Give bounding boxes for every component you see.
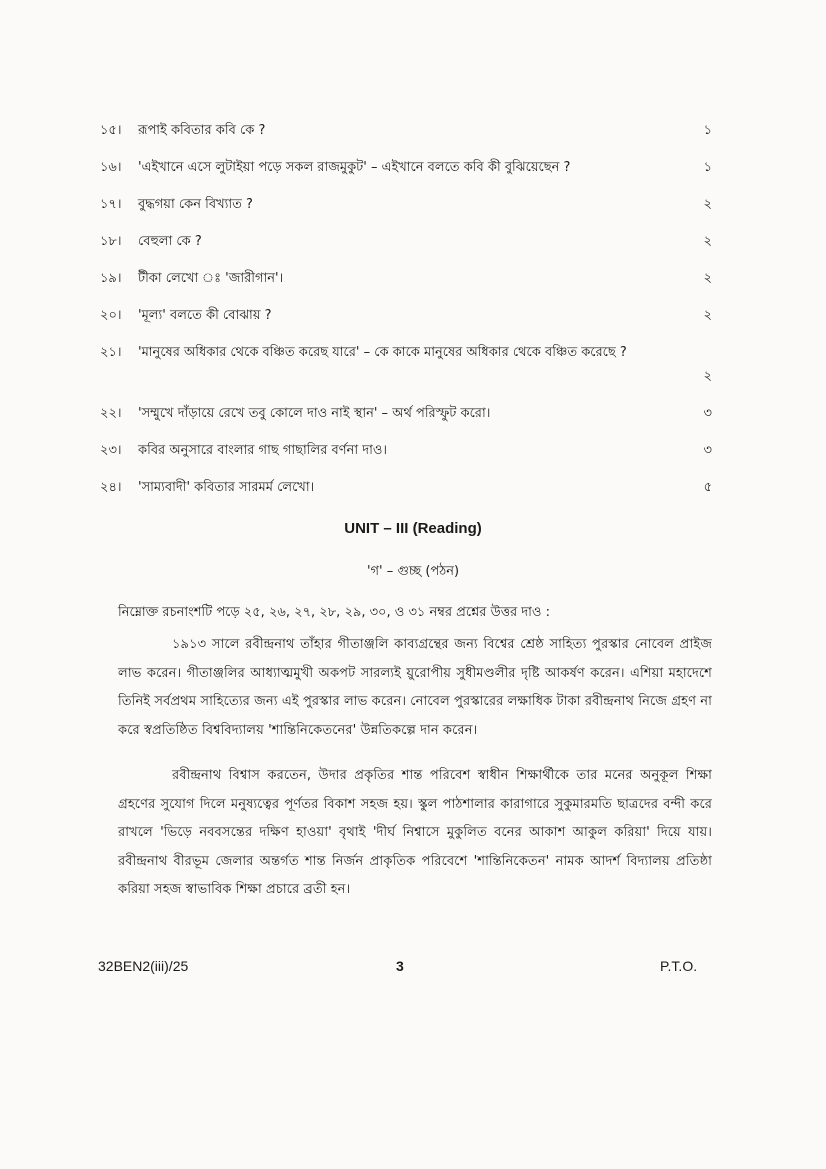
question-number: ১৫। (100, 123, 122, 138)
question-item (100, 196, 712, 214)
question-number: ২৩। (100, 443, 122, 458)
question-text: 'সম্মুখে দাঁড়ায়ে রেখে তবু কোলে দাও নাই স্থান' – অর্থ পরিস্ফুট করো। (138, 406, 491, 421)
question-item (100, 270, 712, 288)
question-marks: ২ (703, 308, 712, 323)
question-number: ১৬। (100, 160, 122, 175)
question-text: 'মানুষের অধিকার থেকে বঞ্চিত করেছ যারে' – কে কাকে মানুষের অধিকার থেকে বঞ্চিত করেছে ? (138, 345, 627, 360)
question-marks: ২ (703, 271, 712, 286)
question-text: কবির অনুসারে বাংলার গাছ গাছালির বর্ণনা দাও। (138, 443, 388, 458)
question-text: 'সাম্যবাদী' কবিতার সারমর্ম লেখো। (138, 480, 315, 495)
question-text: বেহুলা কে ? (138, 234, 202, 249)
please-turn-over: P.T.O. (660, 958, 698, 974)
page-number: 3 (396, 958, 404, 974)
question-list (100, 122, 712, 516)
question-text: রূপাই কবিতার কবি কে ? (138, 123, 266, 138)
question-item (100, 307, 712, 325)
passage-paragraph (118, 762, 712, 905)
passage-text: রবীন্দ্রনাথ বিশ্বাস করতেন, উদার প্রকৃতির শান্ত পরিবেশ স্বাধীন শিক্ষার্থীকে তার মনের অনুকূল শিক্ষা গ্রহণের সুযোগ দিলে মনুষ্যত্বের পূর্ণতর বিকাশ সহজ হয়। স্কুল পাঠশালার কারাগারে সুকুমারমতি ছাত্রদের বন্দী করে রাখলে 'ভিড়ে নববসন্তের দক্ষিণ হাওয়া' বৃথাই 'দীর্ঘ নিশ্বাসে মুকুলিত বনের আকাশ আকুল করিয়া' দিয়ে যায়। রবীন্দ্রনাথ বীরভূম জেলার অন্তর্গত শান্ত নির্জন প্রাকৃতিক পরিবেশে 'শান্তিনিকেতন' নামক আদর্শ বিদ্যালয় প্রতিষ্ঠা করিয়া সহজ স্বাভাবিক শিক্ষা প্রচারে ব্রতী হন। (118, 768, 712, 897)
question-marks: ১ (703, 123, 712, 138)
question-marks: ১ (703, 160, 712, 175)
question-item (100, 344, 712, 362)
question-number: ১৭। (100, 197, 122, 212)
question-number: ২৪। (100, 480, 122, 495)
question-text: 'মূল্য' বলতে কী বোঝায় ? (138, 308, 272, 323)
question-text: বুদ্ধগয়া কেন বিখ্যাত ? (138, 197, 253, 212)
question-marks: ৩ (703, 406, 712, 421)
question-item (100, 479, 712, 497)
question-number: ২০। (100, 308, 122, 323)
question-item (100, 233, 712, 251)
question-marks: ৩ (703, 443, 712, 458)
question-item (100, 405, 712, 423)
section-heading: 'গ' – গুচ্ছ (পঠন) (366, 564, 460, 579)
question-marks: ৫ (703, 480, 712, 495)
question-number: ২১। (100, 345, 122, 360)
unit-heading: UNIT – III (Reading) (344, 520, 482, 537)
question-marks: ২ (703, 197, 712, 212)
question-marks: ২ (703, 369, 712, 384)
question-marks: ২ (703, 234, 712, 249)
question-item (100, 159, 712, 177)
question-item (100, 442, 712, 460)
passage-paragraph (118, 631, 712, 745)
question-text: টীকা লেখো ঃ 'জারীগান'। (138, 271, 284, 286)
question-number: ২২। (100, 406, 122, 421)
question-item (100, 122, 712, 140)
question-number: ১৮। (100, 234, 122, 249)
question-text: 'এইখানে এসে লুটাইয়া পড়ে সকল রাজমুকুট' – এইখানে বলতে কবি কী বুঝিয়েছেন ? (138, 160, 571, 175)
passage-text: ১৯১৩ সালে রবীন্দ্রনাথ তাঁহার গীতাঞ্জলি কাব্যগ্রন্থের জন্য বিশ্বের শ্রেষ্ঠ সাহিত্য পুরস্কার নোবেল প্রাইজ লাভ করেন। গীতাঞ্জলির আধ্যাত্মমুখী অকপট সারল্যই য়ুরোপীয় সুধীমণ্ডলীর দৃষ্টি আকর্ষণ করেন। এশিয়া মহাদেশে তিনিই সর্বপ্রথম সাহিত্যের জন্য এই পুরস্কার লাভ করেন। নোবেল পুরস্কারের লক্ষাধিক টাকা রবীন্দ্রনাথ নিজে গ্রহণ না করে স্বপ্রতিষ্ঠিত বিশ্ববিদ্যালয় 'শান্তিনিকেতনের' উন্নতিকল্পে দান করেন। (118, 637, 712, 738)
reading-instruction: নিম্নোক্ত রচনাংশটি পড়ে ২৫, ২৬, ২৭, ২৮, ২৯, ৩০, ও ৩১ নম্বর প্রশ্নের উত্তর দাও : (118, 605, 550, 620)
paper-code: 32BEN2(iii)/25 (98, 958, 189, 974)
question-number: ১৯। (100, 271, 122, 286)
